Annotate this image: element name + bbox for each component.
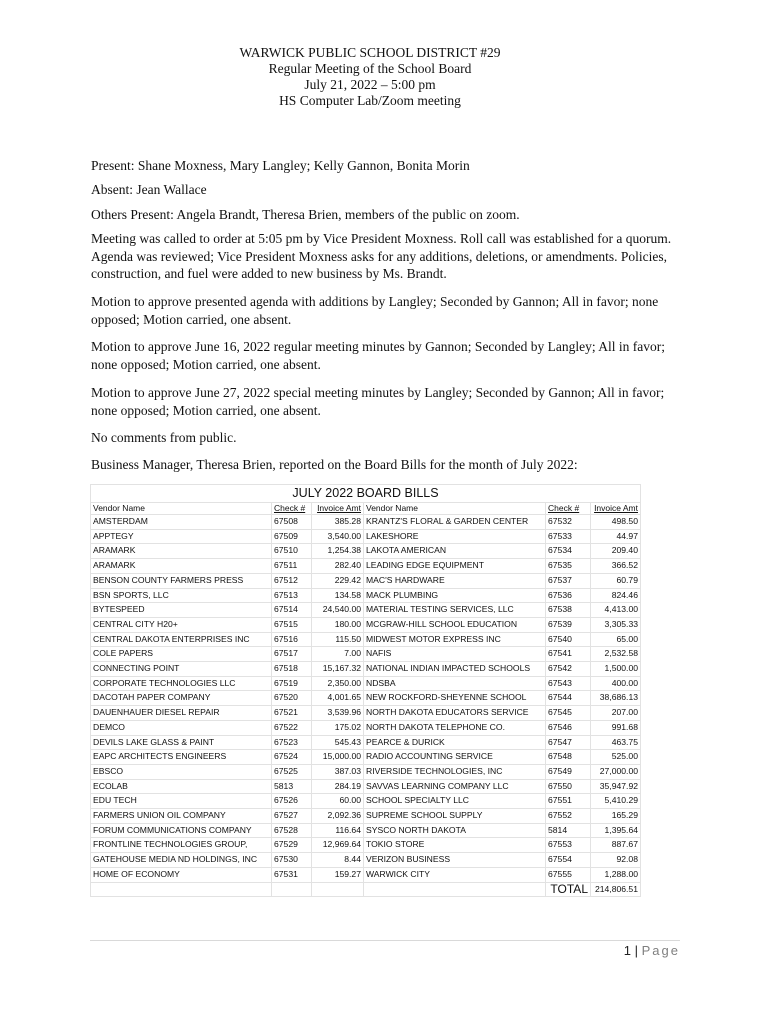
vendor-name-cell: FARMERS UNION OIL COMPANY xyxy=(91,809,272,824)
vendor-name-cell: RADIO ACCOUNTING SERVICE xyxy=(364,750,546,765)
invoice-amount-cell: 207.00 xyxy=(591,706,641,721)
vendor-name-cell: NATIONAL INDIAN IMPACTED SCHOOLS xyxy=(364,662,546,677)
check-number-cell: 67539 xyxy=(546,617,591,632)
check-number-cell: 67517 xyxy=(272,647,312,662)
vendor-name-cell: NORTH DAKOTA EDUCATORS SERVICE xyxy=(364,706,546,721)
invoice-amount-cell: 60.79 xyxy=(591,573,641,588)
invoice-amount-cell: 5,410.29 xyxy=(591,794,641,809)
vendor-name-cell: VERIZON BUSINESS xyxy=(364,853,546,868)
vendor-name-cell: NAFIS xyxy=(364,647,546,662)
page-footer xyxy=(600,943,680,958)
invoice-amount-cell: 1,288.00 xyxy=(591,867,641,882)
vendor-name-cell: EDU TECH xyxy=(91,794,272,809)
footer-divider xyxy=(90,940,680,941)
table-row xyxy=(91,529,641,544)
table-row xyxy=(91,779,641,794)
vendor-name-cell: ECOLAB xyxy=(91,779,272,794)
check-number-cell: 67510 xyxy=(272,544,312,559)
invoice-amount-cell: 35,947.92 xyxy=(591,779,641,794)
check-number-cell: 67532 xyxy=(546,515,591,530)
others-present-paragraph: Others Present: Angela Brandt, Theresa Brien, members of the public on zoom. xyxy=(91,207,520,222)
vendor-name-cell: ARAMARK xyxy=(91,544,272,559)
invoice-amount-cell: 525.00 xyxy=(591,750,641,765)
vendor-name-cell: EAPC ARCHITECTS ENGINEERS xyxy=(91,750,272,765)
table-row xyxy=(91,750,641,765)
vendor-name-cell: BENSON COUNTY FARMERS PRESS xyxy=(91,573,272,588)
invoice-amount-cell: 4,413.00 xyxy=(591,603,641,618)
table-row xyxy=(91,676,641,691)
check-number-cell: 67522 xyxy=(272,720,312,735)
invoice-amount-cell: 116.64 xyxy=(312,823,364,838)
check-number-cell: 67529 xyxy=(272,838,312,853)
invoice-amount-cell: 1,395.64 xyxy=(591,823,641,838)
check-number-cell: 67511 xyxy=(272,559,312,574)
vendor-name-cell: NDSBA xyxy=(364,676,546,691)
check-number-cell: 67509 xyxy=(272,529,312,544)
table-row xyxy=(91,617,641,632)
table-row xyxy=(91,794,641,809)
vendor-name-cell: CENTRAL CITY H20+ xyxy=(91,617,272,632)
vendor-name-cell: LEADING EDGE EQUIPMENT xyxy=(364,559,546,574)
vendor-name-cell: MAC'S HARDWARE xyxy=(364,573,546,588)
check-number-cell: 67525 xyxy=(272,764,312,779)
meeting-type: Regular Meeting of the School Board xyxy=(268,61,472,76)
invoice-amount-cell: 60.00 xyxy=(312,794,364,809)
invoice-amount-cell: 2,350.00 xyxy=(312,676,364,691)
table-title: JULY 2022 BOARD BILLS xyxy=(91,485,641,503)
check-number-cell: 67554 xyxy=(546,853,591,868)
call-to-order-paragraph: Meeting was called to order at 5:05 pm by Vice President Moxness. Roll call was established for a quorum. Agenda was reviewed; Vice President Moxness asks for any additions, deletions, or amendments. Policies, construction, and fuel were added to new business by Ms. Brandt. xyxy=(91,231,672,281)
vendor-name-cell: COLE PAPERS xyxy=(91,647,272,662)
check-number-cell: 67550 xyxy=(546,779,591,794)
invoice-amount-cell: 1,254.38 xyxy=(312,544,364,559)
district-name: WARWICK PUBLIC SCHOOL DISTRICT #29 xyxy=(239,45,501,60)
vendor-column-header: Vendor Name xyxy=(91,503,272,515)
invoice-amount-cell: 498.50 xyxy=(591,515,641,530)
vendor-name-cell: BSN SPORTS, LLC xyxy=(91,588,272,603)
invoice-amount-cell: 180.00 xyxy=(312,617,364,632)
table-row xyxy=(91,588,641,603)
invoice-amount-cell: 387.03 xyxy=(312,764,364,779)
invoice-amount-cell: 4,001.65 xyxy=(312,691,364,706)
invoice-amount-cell: 2,092.36 xyxy=(312,809,364,824)
check-number-cell: 67533 xyxy=(546,529,591,544)
vendor-name-cell: ARAMARK xyxy=(91,559,272,574)
check-number-cell: 67535 xyxy=(546,559,591,574)
check-number-cell: 67546 xyxy=(546,720,591,735)
invoice-amount-cell: 3,305.33 xyxy=(591,617,641,632)
check-number-cell: 67552 xyxy=(546,809,591,824)
check-number-cell: 5814 xyxy=(546,823,591,838)
check-number-cell: 67530 xyxy=(272,853,312,868)
invoice-amount-cell: 134.58 xyxy=(312,588,364,603)
check-number-cell: 67513 xyxy=(272,588,312,603)
vendor-name-cell: AMSTERDAM xyxy=(91,515,272,530)
empty-cell xyxy=(364,882,546,897)
table-row xyxy=(91,809,641,824)
table-row xyxy=(91,764,641,779)
check-number-cell: 67549 xyxy=(546,764,591,779)
table-row xyxy=(91,544,641,559)
invoice-amount-cell: 282.40 xyxy=(312,559,364,574)
invoice-amount-cell: 8.44 xyxy=(312,853,364,868)
invoice-amount-cell: 44.97 xyxy=(591,529,641,544)
column-header-row xyxy=(91,503,641,515)
table-title-row xyxy=(91,485,641,503)
check-number-cell: 67551 xyxy=(546,794,591,809)
vendor-name-cell: KRANTZ'S FLORAL & GARDEN CENTER xyxy=(364,515,546,530)
public-comments-paragraph: No comments from public. xyxy=(91,430,237,445)
check-number-cell: 67531 xyxy=(272,867,312,882)
check-number-cell: 5813 xyxy=(272,779,312,794)
invoice-amount-cell: 3,539.96 xyxy=(312,706,364,721)
vendor-name-cell: DEVILS LAKE GLASS & PAINT xyxy=(91,735,272,750)
invoice-amount-cell: 887.67 xyxy=(591,838,641,853)
invoice-amount-cell: 175.02 xyxy=(312,720,364,735)
vendor-name-cell: SUPREME SCHOOL SUPPLY xyxy=(364,809,546,824)
check-number-cell: 67544 xyxy=(546,691,591,706)
check-number-cell: 67541 xyxy=(546,647,591,662)
table-row xyxy=(91,647,641,662)
check-number-cell: 67540 xyxy=(546,632,591,647)
vendor-name-cell: DAUENHAUER DIESEL REPAIR xyxy=(91,706,272,721)
check-number-cell: 67508 xyxy=(272,515,312,530)
vendor-name-cell: HOME OF ECONOMY xyxy=(91,867,272,882)
vendor-name-cell: GATEHOUSE MEDIA ND HOLDINGS, INC xyxy=(91,853,272,868)
check-number-cell: 67521 xyxy=(272,706,312,721)
check-column-header: Check # xyxy=(272,503,312,515)
page-label: Page xyxy=(641,943,680,958)
vendor-name-cell: EBSCO xyxy=(91,764,272,779)
vendor-name-cell: NORTH DAKOTA TELEPHONE CO. xyxy=(364,720,546,735)
vendor-column-header: Vendor Name xyxy=(364,503,546,515)
table-row xyxy=(91,515,641,530)
table-row xyxy=(91,559,641,574)
vendor-name-cell: APPTEGY xyxy=(91,529,272,544)
check-number-cell: 67515 xyxy=(272,617,312,632)
meeting-date: July 21, 2022 – 5:00 pm xyxy=(304,77,436,92)
present-paragraph: Present: Shane Moxness, Mary Langley; Kelly Gannon, Bonita Morin xyxy=(91,158,470,173)
check-number-cell: 67523 xyxy=(272,735,312,750)
table-row xyxy=(91,735,641,750)
vendor-name-cell: NEW ROCKFORD-SHEYENNE SCHOOL xyxy=(364,691,546,706)
check-number-cell: 67536 xyxy=(546,588,591,603)
empty-cell xyxy=(91,882,272,897)
check-number-cell: 67542 xyxy=(546,662,591,677)
invoice-amount-cell: 15,167.32 xyxy=(312,662,364,677)
june27-minutes-paragraph: Motion to approve June 27, 2022 special meeting minutes by Langley; Seconded by Gannon; All in favor; none opposed; Motion carried, one absent. xyxy=(91,385,665,418)
invoice-amount-cell: 209.40 xyxy=(591,544,641,559)
check-number-cell: 67512 xyxy=(272,573,312,588)
vendor-name-cell: SAVVAS LEARNING COMPANY LLC xyxy=(364,779,546,794)
vendor-name-cell: MCGRAW-HILL SCHOOL EDUCATION xyxy=(364,617,546,632)
vendor-name-cell: FRONTLINE TECHNOLOGIES GROUP, xyxy=(91,838,272,853)
invoice-amount-cell: 229.42 xyxy=(312,573,364,588)
page-number: 1 xyxy=(623,943,632,958)
invoice-amount-cell: 3,540.00 xyxy=(312,529,364,544)
check-number-cell: 67527 xyxy=(272,809,312,824)
invoice-amount-cell: 824.46 xyxy=(591,588,641,603)
invoice-amount-cell: 24,540.00 xyxy=(312,603,364,618)
check-number-cell: 67548 xyxy=(546,750,591,765)
board-bills-table xyxy=(90,484,641,897)
invoice-amount-cell: 115.50 xyxy=(312,632,364,647)
invoice-amount-cell: 545.43 xyxy=(312,735,364,750)
vendor-name-cell: LAKESHORE xyxy=(364,529,546,544)
invoice-amount-cell: 38,686.13 xyxy=(591,691,641,706)
check-number-cell: 67547 xyxy=(546,735,591,750)
invoice-amount-cell: 284.19 xyxy=(312,779,364,794)
invoice-amount-cell: 991.68 xyxy=(591,720,641,735)
vendor-name-cell: DEMCO xyxy=(91,720,272,735)
check-number-cell: 67553 xyxy=(546,838,591,853)
check-number-cell: 67514 xyxy=(272,603,312,618)
invoice-amount-cell: 27,000.00 xyxy=(591,764,641,779)
invoice-amount-cell: 15,000.00 xyxy=(312,750,364,765)
invoice-amount-cell: 2,532.58 xyxy=(591,647,641,662)
invoice-amount-cell: 65.00 xyxy=(591,632,641,647)
vendor-name-cell: PEARCE & DURICK xyxy=(364,735,546,750)
invoice-amount-cell: 366.52 xyxy=(591,559,641,574)
invoice-amount-cell: 1,500.00 xyxy=(591,662,641,677)
meeting-location: HS Computer Lab/Zoom meeting xyxy=(279,93,461,108)
invoice-amount-cell: 12,969.64 xyxy=(312,838,364,853)
invoice-amount-cell: 463.75 xyxy=(591,735,641,750)
total-label: TOTAL xyxy=(546,882,591,897)
check-number-cell: 67520 xyxy=(272,691,312,706)
check-column-header: Check # xyxy=(546,503,591,515)
table-row xyxy=(91,573,641,588)
vendor-name-cell: SYSCO NORTH DAKOTA xyxy=(364,823,546,838)
vendor-name-cell: CENTRAL DAKOTA ENTERPRISES INC xyxy=(91,632,272,647)
total-row xyxy=(91,882,641,897)
vendor-name-cell: RIVERSIDE TECHNOLOGIES, INC xyxy=(364,764,546,779)
check-number-cell: 67543 xyxy=(546,676,591,691)
check-number-cell: 67524 xyxy=(272,750,312,765)
total-amount: 214,806.51 xyxy=(591,882,641,897)
check-number-cell: 67538 xyxy=(546,603,591,618)
table-row xyxy=(91,720,641,735)
vendor-name-cell: LAKOTA AMERICAN xyxy=(364,544,546,559)
invoice-amount-cell: 159.27 xyxy=(312,867,364,882)
document-header xyxy=(0,45,740,109)
check-number-cell: 67519 xyxy=(272,676,312,691)
agenda-motion-paragraph: Motion to approve presented agenda with additions by Langley; Seconded by Gannon; All in favor; none opposed; Motion carried, one absent. xyxy=(91,294,659,327)
vendor-name-cell: MACK PLUMBING xyxy=(364,588,546,603)
vendor-name-cell: SCHOOL SPECIALTY LLC xyxy=(364,794,546,809)
check-number-cell: 67537 xyxy=(546,573,591,588)
check-number-cell: 67555 xyxy=(546,867,591,882)
business-manager-paragraph: Business Manager, Theresa Brien, reported on the Board Bills for the month of July 2022: xyxy=(91,457,578,472)
vendor-name-cell: CORPORATE TECHNOLOGIES LLC xyxy=(91,676,272,691)
june16-minutes-paragraph: Motion to approve June 16, 2022 regular meeting minutes by Gannon; Seconded by Langley; All in favor; none opposed; Motion carried, one absent. xyxy=(91,339,666,372)
amount-column-header: Invoice Amt xyxy=(312,503,364,515)
vendor-name-cell: BYTESPEED xyxy=(91,603,272,618)
table-row xyxy=(91,632,641,647)
vendor-name-cell: MATERIAL TESTING SERVICES, LLC xyxy=(364,603,546,618)
table-row xyxy=(91,823,641,838)
table-row xyxy=(91,853,641,868)
check-number-cell: 67518 xyxy=(272,662,312,677)
check-number-cell: 67526 xyxy=(272,794,312,809)
table-row xyxy=(91,706,641,721)
check-number-cell: 67528 xyxy=(272,823,312,838)
table-row xyxy=(91,838,641,853)
invoice-amount-cell: 165.29 xyxy=(591,809,641,824)
table-row xyxy=(91,603,641,618)
invoice-amount-cell: 92.08 xyxy=(591,853,641,868)
empty-cell xyxy=(312,882,364,897)
vendor-name-cell: WARWICK CITY xyxy=(364,867,546,882)
invoice-amount-cell: 385.28 xyxy=(312,515,364,530)
check-number-cell: 67534 xyxy=(546,544,591,559)
invoice-amount-cell: 400.00 xyxy=(591,676,641,691)
table-row xyxy=(91,867,641,882)
check-number-cell: 67516 xyxy=(272,632,312,647)
check-number-cell: 67545 xyxy=(546,706,591,721)
table-row xyxy=(91,662,641,677)
vendor-name-cell: MIDWEST MOTOR EXPRESS INC xyxy=(364,632,546,647)
vendor-name-cell: DACOTAH PAPER COMPANY xyxy=(91,691,272,706)
vendor-name-cell: FORUM COMMUNICATIONS COMPANY xyxy=(91,823,272,838)
empty-cell xyxy=(272,882,312,897)
absent-paragraph: Absent: Jean Wallace xyxy=(91,182,207,197)
page-separator: | xyxy=(631,943,642,958)
table-row xyxy=(91,691,641,706)
invoice-amount-cell: 7.00 xyxy=(312,647,364,662)
vendor-name-cell: TOKIO STORE xyxy=(364,838,546,853)
amount-column-header: Invoice Amt xyxy=(591,503,641,515)
vendor-name-cell: CONNECTING POINT xyxy=(91,662,272,677)
